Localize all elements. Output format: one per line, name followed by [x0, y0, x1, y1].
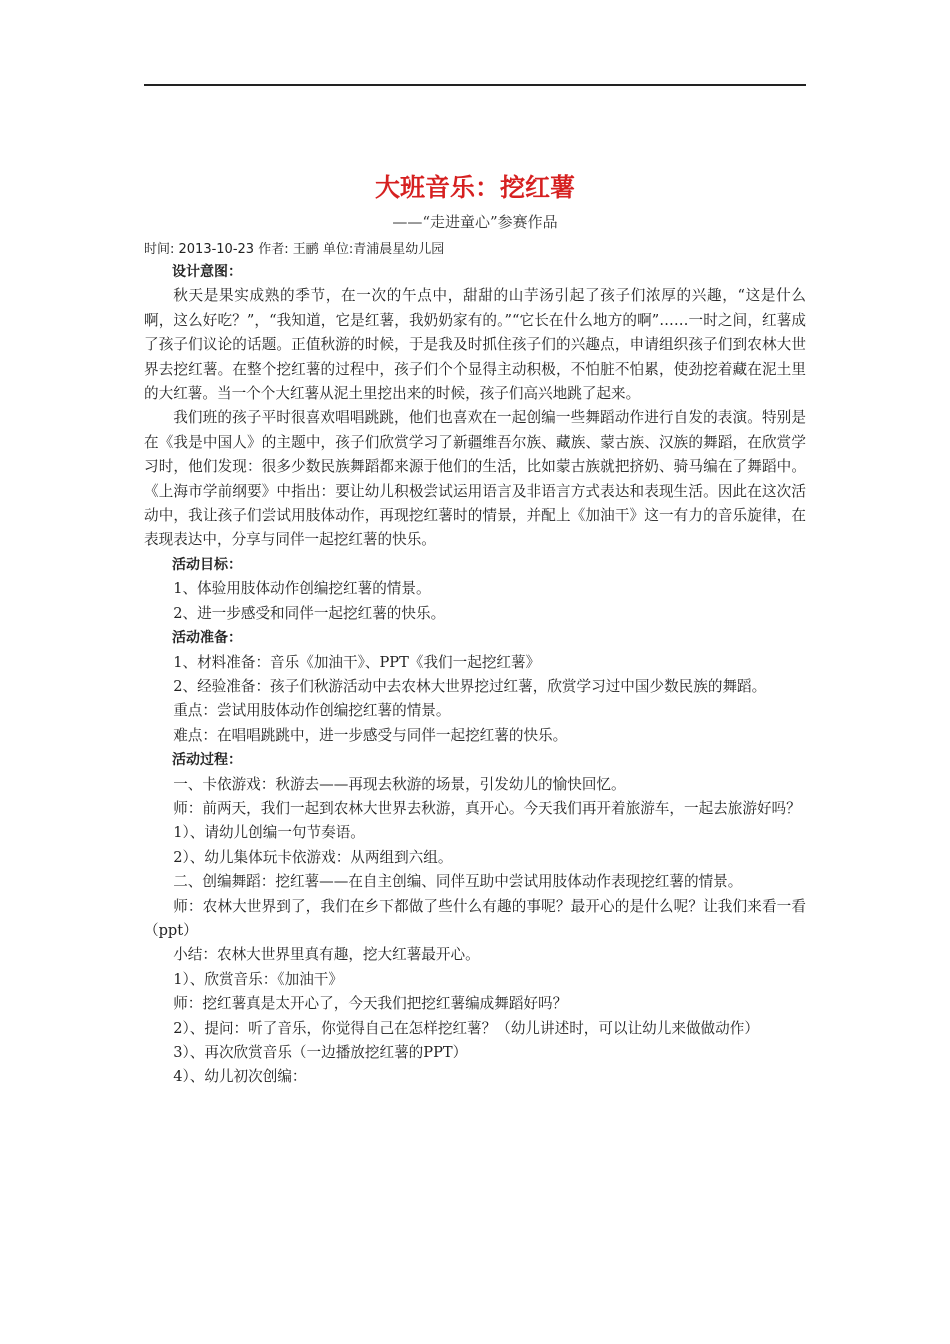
section-heading: 设计意图：: [172, 264, 242, 280]
paragraph: 我们班的孩子平时很喜欢唱唱跳跳，他们也喜欢在一起创编一些舞蹈动作进行自发的表演。特别是在《我是中国人》的主题中，孩子们欣赏学习了新疆维吾尔族、藏族、蒙古族、汉族的舞蹈，在欣赏学习时，他们发现：很多少数民族舞蹈都来源于他们的生活，比如蒙古族就把挤奶、骑马编在了舞蹈中。《上海市学前纲要》中指出：要让幼儿积极尝试运用语言及非语言方式表达和表现生活。因此在这次活动中，我让孩子们尝试用肢体动作，再现挖红薯时的情景，并配上《加油干》这一有力的音乐旋律，在表现表达中，分享与同伴一起挖红薯的快乐。: [144, 409, 806, 549]
paragraph: 2）、提问：听了音乐，你觉得自己在怎样挖红薯？（幼儿讲述时，可以让幼儿来做做动作）: [173, 1019, 759, 1037]
article-body: [144, 260, 806, 1090]
paragraph: 2）、幼儿集体玩卡依游戏：从两组到六组。: [173, 848, 453, 866]
paragraph: 2、经验准备：孩子们秋游活动中去农林大世界挖过红薯，欣赏学习过中国少数民族的舞蹈。: [173, 677, 767, 695]
paragraph: 1）、请幼儿创编一句节奏语。: [173, 824, 365, 842]
page-subtitle: ——“走进童心”参赛作品: [392, 213, 558, 231]
paragraph: 二、创编舞蹈：挖红薯——在自主创编、同伴互助中尝试用肢体动作表现挖红薯的情景。: [173, 873, 743, 891]
section-heading: 活动目标：: [172, 556, 242, 573]
paragraph: 一、卡依游戏：秋游去——再现去秋游的场景，引发幼儿的愉快回忆。: [173, 775, 626, 793]
article-meta: 时间: 2013-10-23 作者: 王鹂 单位:青浦晨星幼儿园: [144, 242, 445, 257]
paragraph: 2、进一步感受和同伴一起挖红薯的快乐。: [173, 604, 446, 622]
paragraph: 3）、再次欣赏音乐（一边播放挖红薯的PPT）: [173, 1044, 468, 1061]
paragraph: 师：农林大世界到了，我们在乡下都做了些什么有趣的事呢？最开心的是什么呢？让我们来看一看（ppt）: [144, 897, 806, 939]
paragraph: 4）、幼儿初次创编：: [173, 1068, 307, 1086]
paragraph: 师：挖红薯真是太开心了，今天我们把挖红薯编成舞蹈好吗？: [173, 995, 568, 1013]
paragraph: 1）、欣赏音乐：《加油干》: [173, 970, 343, 988]
paragraph: 师：前两天，我们一起到农林大世界去秋游，真开心。今天我们再开着旅游车，一起去旅游好吗？: [173, 799, 801, 817]
paragraph: 1、材料准备：音乐《加油干》、PPT《我们一起挖红薯》: [173, 653, 541, 671]
page-title: 大班音乐：挖红薯: [374, 173, 575, 202]
header-rule: [144, 84, 806, 86]
paragraph: 重点：尝试用肢体动作创编挖红薯的情景。: [173, 702, 451, 720]
paragraph: 难点：在唱唱跳跳中，进一步感受与同伴一起挖红薯的快乐。: [173, 726, 568, 744]
section-heading: 活动准备：: [172, 630, 242, 647]
paragraph: 小结：农林大世界里真有趣，挖大红薯最开心。: [173, 946, 480, 964]
paragraph: 秋天是果实成熟的季节，在一次的午点中，甜甜的山芋汤引起了孩子们浓厚的兴趣，“这是什么啊，这么好吃？”，“我知道，它是红薯，我奶奶家有的。”“它长在什么地方的啊”……一时之间，红薯成了孩子们议论的话题。正值秋游的时候，于是我及时抓住孩子们的兴趣点，申请组织孩子们到农林大世界去挖红薯。在整个挖红薯的过程中，孩子们个个显得主动积极，不怕脏不怕累，使劲挖着藏在泥土里的大红薯。当一个个大红薯从泥土里挖出来的时候，孩子们高兴地跳了起来。: [144, 287, 806, 403]
paragraph: 1、体验用肢体动作创编挖红薯的情景。: [173, 580, 431, 598]
section-heading: 活动过程：: [172, 752, 242, 769]
